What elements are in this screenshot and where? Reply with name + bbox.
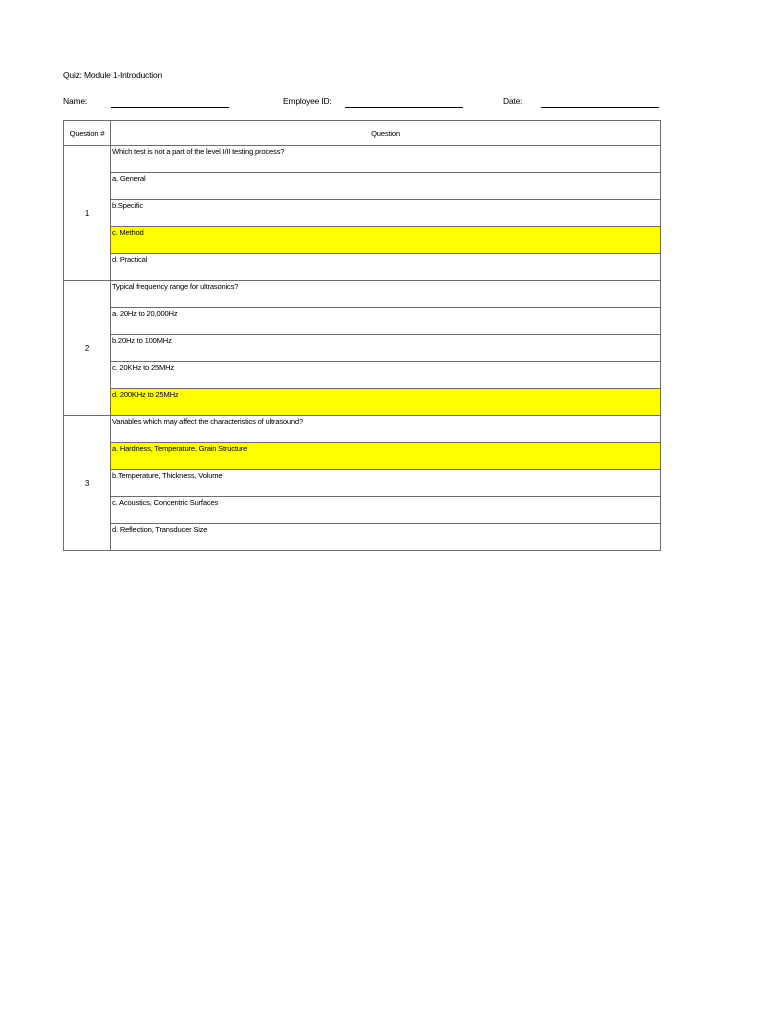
table-row — [64, 524, 661, 551]
question-prompt: Variables which may affect the characteristics of ultrasound? — [111, 416, 661, 443]
table-header-row — [64, 121, 661, 146]
employee-id-label: Employee ID: — [283, 96, 332, 106]
table-row — [64, 443, 661, 470]
employee-id-field[interactable] — [345, 107, 463, 108]
quiz-table — [63, 120, 661, 551]
answer-option: a. General — [111, 173, 661, 200]
table-row — [64, 362, 661, 389]
answer-option: b.Temperature, Thickness, Volume — [111, 470, 661, 497]
table-row — [64, 254, 661, 281]
header-question-number: Question # — [64, 121, 111, 146]
question-number: 2 — [64, 281, 111, 416]
table-row — [64, 497, 661, 524]
header-question: Question — [111, 121, 661, 146]
name-label: Name: — [63, 96, 88, 106]
table-row — [64, 416, 661, 443]
answer-option: c. Acoustics, Concentric Surfaces — [111, 497, 661, 524]
table-row — [64, 335, 661, 362]
table-row — [64, 146, 661, 173]
answer-option: b.20Hz to 100MHz — [111, 335, 661, 362]
table-row — [64, 173, 661, 200]
answer-option: b.Specific — [111, 200, 661, 227]
question-prompt: Which test is not a part of the level I/II testing process? — [111, 146, 661, 173]
question-prompt: Typical frequency range for ultrasonics? — [111, 281, 661, 308]
table-row — [64, 227, 661, 254]
table-row — [64, 389, 661, 416]
answer-option: a. Hardness, Temperature, Grain Structure — [111, 443, 661, 470]
table-row — [64, 281, 661, 308]
quiz-title: Quiz: Module 1-Introduction — [63, 70, 163, 80]
answer-option: c. 20KHz to 25MHz — [111, 362, 661, 389]
name-field[interactable] — [111, 107, 229, 108]
date-field[interactable] — [541, 107, 659, 108]
table-row — [64, 470, 661, 497]
table-row — [64, 308, 661, 335]
answer-option: a. 20Hz to 20,000Hz — [111, 308, 661, 335]
answer-option: c. Method — [111, 227, 661, 254]
question-number: 1 — [64, 146, 111, 281]
question-number: 3 — [64, 416, 111, 551]
date-label: Date: — [503, 96, 523, 106]
table-row — [64, 200, 661, 227]
answer-option: d. 200KHz to 25MHz — [111, 389, 661, 416]
answer-option: d. Practical — [111, 254, 661, 281]
answer-option: d. Reflection, Transducer Size — [111, 524, 661, 551]
